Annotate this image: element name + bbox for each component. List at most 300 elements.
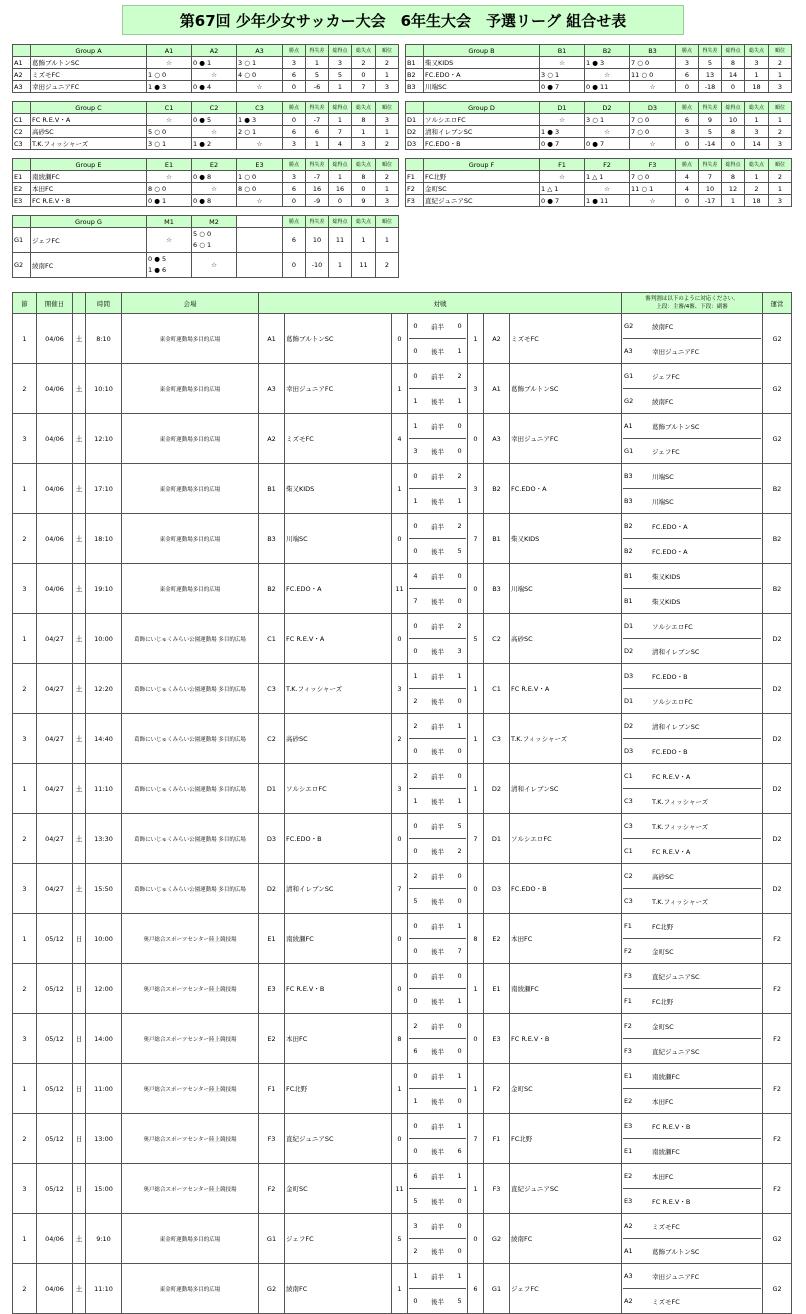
home-score: 7	[392, 864, 408, 914]
first-half-label: 前半	[422, 814, 453, 839]
second-half-label: 後半	[430, 1197, 444, 1206]
home-team: 金町SC	[285, 1164, 392, 1214]
team-id: C3	[13, 138, 31, 150]
first-half-label: 前半	[422, 1264, 453, 1289]
col-header: M1	[147, 216, 192, 228]
result-cell: 7 ○ 0	[630, 57, 676, 69]
home-first-half: 0	[409, 1064, 422, 1089]
result-cell: 7 ○ 0	[630, 114, 676, 126]
home-team: 南綾瀬FC	[285, 914, 392, 964]
home-score: 0	[392, 314, 408, 364]
schedule-table	[12, 292, 792, 1314]
group-name: Group E	[31, 159, 147, 171]
away-score: 7	[468, 814, 484, 864]
home-team: 本田FC	[285, 1014, 392, 1064]
referee-table	[623, 614, 761, 663]
ops-cell: B2	[763, 464, 792, 514]
stat-cell: 13	[699, 69, 722, 81]
sec-cell: 1	[13, 464, 37, 514]
stat-cell: -7	[306, 114, 329, 126]
home-team: ジェフFC	[285, 1214, 392, 1264]
home-second-half: 1	[413, 497, 418, 505]
second-half-label: 後半	[430, 697, 444, 706]
day-cell: 土	[73, 864, 86, 914]
away-id: B2	[484, 464, 510, 514]
away-second-half: 1	[457, 797, 462, 805]
second-half-label: 後半	[430, 1097, 444, 1106]
team-name: ジェフFC	[31, 228, 147, 253]
group-row	[406, 195, 792, 207]
date-cell: 05/12	[37, 964, 73, 1014]
half-score-table	[409, 714, 466, 763]
time-cell: 10:10	[86, 364, 122, 414]
half-scores	[408, 664, 468, 714]
referee-main-id: E3	[623, 1114, 651, 1139]
stat-cell: 7	[699, 171, 722, 183]
away-score: 8	[468, 914, 484, 964]
stat-cell: 3	[745, 57, 769, 69]
stat-cell: -7	[306, 171, 329, 183]
referee-sub-id: C1	[624, 847, 633, 855]
referee-table	[623, 914, 761, 963]
sec-cell: 1	[13, 614, 37, 664]
result-cell: 7 ○ 0	[630, 171, 676, 183]
home-team: 直紀ジュニアSC	[285, 1114, 392, 1164]
result-cell: 1 ● 2	[192, 138, 237, 150]
stat-header: 勝点	[283, 45, 306, 57]
referee-cell	[622, 464, 763, 514]
stat-header: 勝点	[283, 216, 306, 228]
stat-cell: 11	[329, 228, 352, 253]
stat-header: 順位	[769, 102, 792, 114]
sec-cell: 1	[13, 764, 37, 814]
away-id: B3	[484, 564, 510, 614]
stat-header: 勝点	[676, 102, 699, 114]
stat-cell: 1	[352, 228, 376, 253]
stat-cell: 10	[306, 228, 329, 253]
home-team: 葛飾ブルトンSC	[285, 314, 392, 364]
stat-header: 得失差	[306, 45, 329, 57]
away-score: 1	[468, 664, 484, 714]
venue-cell: 葛飾にいじゅくみらい公園運動場 多目的広場	[122, 764, 259, 814]
result-cell: 11 ○ 1	[630, 183, 676, 195]
home-first-half: 0	[409, 464, 422, 489]
date-cell: 04/06	[37, 364, 73, 414]
home-team: FC北野	[285, 1064, 392, 1114]
stat-cell: 18	[745, 81, 769, 93]
group-row	[406, 69, 792, 81]
stat-cell: 8	[722, 171, 745, 183]
first-half-label: 前半	[422, 514, 453, 539]
referee-table	[623, 414, 761, 463]
home-id: B2	[259, 564, 285, 614]
half-scores	[408, 764, 468, 814]
half-scores	[408, 964, 468, 1014]
home-first-half: 0	[409, 314, 422, 339]
second-half-label: 後半	[430, 497, 444, 506]
day-cell: 日	[73, 1014, 86, 1064]
home-first-half: 0	[409, 814, 422, 839]
referee-main-team: T.K.フィッシャーズ	[651, 814, 761, 839]
stat-cell: 7	[352, 81, 376, 93]
stat-cell: 14	[722, 69, 745, 81]
col-header: F2	[585, 159, 630, 171]
away-score: 1	[468, 764, 484, 814]
ops-cell: D2	[763, 614, 792, 664]
referee-main-team: 綾南FC	[651, 314, 761, 339]
second-half-label: 後半	[430, 597, 444, 606]
stat-cell: 6	[306, 126, 329, 138]
day-cell: 土	[73, 714, 86, 764]
referee-main-team: 直紀ジュニアSC	[651, 964, 761, 989]
venue-cell: 東金町運動場多目的広場	[122, 414, 259, 464]
home-score: 8	[392, 1014, 408, 1064]
referee-main-team: 高砂SC	[651, 864, 761, 889]
half-score-table	[409, 914, 466, 963]
group-row	[13, 114, 399, 126]
stat-header: 総失点	[745, 102, 769, 114]
away-first-half: 2	[453, 364, 466, 389]
venue-cell: 葛飾にいじゅくみらい公園運動場 多目的広場	[122, 814, 259, 864]
empty-cell	[237, 216, 283, 228]
stat-header: 総失点	[352, 45, 376, 57]
referee-table	[623, 514, 761, 563]
first-half-label: 前半	[422, 614, 453, 639]
corner-cell	[406, 102, 424, 114]
ops-cell: F2	[763, 1064, 792, 1114]
day-cell: 土	[73, 564, 86, 614]
team-id: A3	[13, 81, 31, 93]
self-cell: ☆	[540, 171, 585, 183]
stat-cell: 2	[769, 126, 792, 138]
away-team: 綾南FC	[510, 1214, 622, 1264]
referee-sub-id: B1	[624, 597, 633, 605]
venue-cell: 東金町運動場多目的広場	[122, 564, 259, 614]
away-first-half: 0	[453, 414, 466, 439]
stat-cell: 1	[745, 171, 769, 183]
first-half-label: 前半	[422, 414, 453, 439]
sec-cell: 2	[13, 664, 37, 714]
referee-table	[623, 1264, 761, 1313]
stat-cell: 5	[699, 57, 722, 69]
sec-cell: 1	[13, 1064, 37, 1114]
self-cell: ☆	[192, 69, 237, 81]
referee-table	[623, 464, 761, 513]
away-id: E3	[484, 1014, 510, 1064]
group-row	[406, 81, 792, 93]
group-table	[405, 158, 792, 207]
result-cell: 0 ● 7	[540, 195, 585, 207]
stat-cell: 3	[376, 81, 399, 93]
ops-cell: F2	[763, 964, 792, 1014]
date-cell: 04/06	[37, 314, 73, 364]
stat-cell: 0	[283, 81, 306, 93]
sec-cell: 2	[13, 814, 37, 864]
half-score-table	[409, 964, 466, 1013]
day-cell: 土	[73, 1264, 86, 1314]
result-cell: 3 ○ 1	[540, 69, 585, 81]
away-team: 高砂SC	[510, 614, 622, 664]
team-name: 本田FC	[31, 183, 147, 195]
header-venue: 会場	[122, 293, 259, 314]
away-score: 1	[468, 314, 484, 364]
home-id: B3	[259, 514, 285, 564]
referee-main-id: C1	[623, 764, 651, 789]
away-first-half: 0	[453, 314, 466, 339]
home-score: 1	[392, 364, 408, 414]
result-line: 0 ● 5	[148, 255, 167, 263]
venue-cell: 東金町運動場多目的広場	[122, 314, 259, 364]
stat-header: 総失点	[352, 216, 376, 228]
sec-cell: 3	[13, 1164, 37, 1214]
stat-cell: 9	[352, 195, 376, 207]
home-id: F2	[259, 1164, 285, 1214]
venue-cell: 東金町運動場多目的広場	[122, 364, 259, 414]
home-second-half: 0	[413, 347, 418, 355]
referee-main-team: 川端SC	[651, 464, 761, 489]
venue-cell: 奥戸総合スポーツセンター陸上競技場	[122, 1014, 259, 1064]
stat-cell: 0	[352, 183, 376, 195]
second-half-label: 後半	[430, 847, 444, 856]
away-team: ソルシエロFC	[510, 814, 622, 864]
venue-cell: 葛飾にいじゅくみらい公園運動場 多目的広場	[122, 864, 259, 914]
referee-sub-id: A1	[624, 1247, 633, 1255]
team-id: G2	[13, 253, 31, 278]
stat-cell: 1	[306, 138, 329, 150]
stat-cell: 16	[329, 183, 352, 195]
stat-cell: 5	[699, 126, 722, 138]
away-id: D3	[484, 864, 510, 914]
sec-cell: 3	[13, 714, 37, 764]
stat-cell: 2	[376, 253, 399, 278]
self-cell: ☆	[192, 126, 237, 138]
group-row	[406, 171, 792, 183]
group-row	[406, 183, 792, 195]
result-cell: 1 ● 3	[540, 126, 585, 138]
match-row	[13, 1214, 792, 1264]
group-row	[13, 228, 399, 253]
referee-sub-team: FC.EDO・A	[652, 547, 688, 556]
away-id: A1	[484, 364, 510, 414]
referee-sub-id: F1	[624, 997, 632, 1005]
away-id: E1	[484, 964, 510, 1014]
result-cell: 0 ● 1	[192, 57, 237, 69]
referee-main-team: FC.EDO・A	[651, 514, 761, 539]
venue-cell: 奥戸総合スポーツセンター陸上競技場	[122, 1064, 259, 1114]
referee-sub-team: 直紀ジュニアSC	[652, 1047, 700, 1056]
sec-cell: 2	[13, 1264, 37, 1314]
match-row	[13, 964, 792, 1014]
match-row	[13, 364, 792, 414]
home-first-half: 3	[409, 1214, 422, 1239]
stat-cell: 0	[722, 138, 745, 150]
stat-cell: 1	[376, 228, 399, 253]
half-score-table	[409, 1114, 466, 1163]
ops-cell: F2	[763, 1114, 792, 1164]
referee-main-id: C3	[623, 814, 651, 839]
away-team: 本田FC	[510, 914, 622, 964]
sec-cell: 3	[13, 414, 37, 464]
away-score: 1	[468, 964, 484, 1014]
away-team: ジェフFC	[510, 1264, 622, 1314]
match-row	[13, 914, 792, 964]
home-second-half: 0	[413, 997, 418, 1005]
result-line: 6 ○ 1	[193, 241, 212, 249]
referee-main-id: A3	[623, 1264, 651, 1289]
away-score: 0	[468, 1014, 484, 1064]
away-id: F3	[484, 1164, 510, 1214]
result-cell: 3 ○ 1	[237, 57, 283, 69]
home-team: ソルシエロFC	[285, 764, 392, 814]
date-cell: 05/12	[37, 1114, 73, 1164]
referee-note-line2: 上段：主審/4審、下段：副審	[656, 304, 728, 310]
time-cell: 12:10	[86, 414, 122, 464]
team-name: 高砂SC	[31, 126, 147, 138]
referee-main-id: D2	[623, 714, 651, 739]
referee-main-id: B3	[623, 464, 651, 489]
venue-cell: 東金町運動場多目的広場	[122, 514, 259, 564]
self-cell: ☆	[540, 57, 585, 69]
result-cell: 1 ○ 0	[147, 69, 192, 81]
corner-cell	[406, 45, 424, 57]
header-ops: 運営	[763, 293, 792, 314]
referee-main-id: D1	[623, 614, 651, 639]
home-team: 清和イレブンSC	[285, 864, 392, 914]
team-id: B2	[406, 69, 424, 81]
result-cell: 1 △ 1	[540, 183, 585, 195]
header-spacer	[73, 293, 86, 314]
day-cell: 土	[73, 814, 86, 864]
group-header-row	[13, 159, 399, 171]
first-half-label: 前半	[422, 714, 453, 739]
referee-sub-id: E1	[624, 1147, 633, 1155]
time-cell: 9:10	[86, 1214, 122, 1264]
stat-cell: 2	[769, 57, 792, 69]
group-row	[13, 69, 399, 81]
stat-cell: 5	[329, 69, 352, 81]
stat-header: 順位	[376, 159, 399, 171]
home-score: 3	[392, 764, 408, 814]
referee-sub-team: 柴又KIDS	[652, 597, 681, 606]
referee-cell	[622, 714, 763, 764]
col-header: E1	[147, 159, 192, 171]
group-row	[406, 57, 792, 69]
day-cell: 土	[73, 464, 86, 514]
time-cell: 14:00	[86, 1014, 122, 1064]
away-score: 1	[468, 714, 484, 764]
time-cell: 13:00	[86, 1114, 122, 1164]
group-name: Group C	[31, 102, 147, 114]
half-scores	[408, 514, 468, 564]
date-cell: 04/27	[37, 614, 73, 664]
sec-cell: 2	[13, 964, 37, 1014]
stat-cell: 0	[283, 253, 306, 278]
venue-cell: 葛飾にいじゅくみらい公園運動場 多目的広場	[122, 614, 259, 664]
team-name: FC北野	[424, 171, 540, 183]
home-team: 幸田ジュニアFC	[285, 364, 392, 414]
stat-cell: 6	[283, 228, 306, 253]
half-score-table	[409, 414, 466, 463]
match-row	[13, 514, 792, 564]
date-cell: 05/12	[37, 1014, 73, 1064]
team-id: E3	[13, 195, 31, 207]
stat-cell: 1	[769, 114, 792, 126]
group-row	[13, 253, 399, 278]
stat-header: 順位	[376, 216, 399, 228]
stat-cell: 6	[283, 126, 306, 138]
stat-cell: 2	[352, 57, 376, 69]
result-cell: 0 ● 11	[585, 81, 630, 93]
group-table	[12, 101, 399, 150]
stat-cell: 3	[745, 126, 769, 138]
home-score: 1	[392, 1064, 408, 1114]
home-first-half: 2	[409, 764, 422, 789]
day-cell: 土	[73, 314, 86, 364]
away-second-half: 1	[457, 397, 462, 405]
half-score-table	[409, 1214, 466, 1263]
away-score: 7	[468, 514, 484, 564]
half-score-table	[409, 1014, 466, 1063]
day-cell: 土	[73, 514, 86, 564]
group-header-row	[13, 45, 399, 57]
col-header: E2	[192, 159, 237, 171]
team-name: FC R.E.V・B	[31, 195, 147, 207]
time-cell: 15:50	[86, 864, 122, 914]
referee-main-id: A1	[623, 414, 651, 439]
away-id: B1	[484, 514, 510, 564]
away-second-half: 0	[457, 597, 462, 605]
away-id: G1	[484, 1264, 510, 1314]
stat-header: 総得点	[329, 216, 352, 228]
second-half-label: 後半	[430, 897, 444, 906]
home-id: A1	[259, 314, 285, 364]
half-score-table	[409, 764, 466, 813]
stat-cell: 0	[283, 114, 306, 126]
referee-main-id: A2	[623, 1214, 651, 1239]
away-second-half: 0	[457, 1247, 462, 1255]
stat-cell: 3	[769, 195, 792, 207]
home-score: 0	[392, 914, 408, 964]
header-match: 対戦	[259, 293, 622, 314]
self-cell: ☆	[585, 126, 630, 138]
half-scores	[408, 364, 468, 414]
col-header: A1	[147, 45, 192, 57]
away-team: FC.EDO・B	[510, 864, 622, 914]
stat-cell: 3	[676, 57, 699, 69]
result-cell: 1 △ 1	[585, 171, 630, 183]
stat-header: 得失差	[306, 159, 329, 171]
referee-sub-id: E2	[624, 1097, 633, 1105]
second-half-label: 後半	[430, 647, 444, 656]
header-sec: 節	[13, 293, 37, 314]
home-first-half: 0	[409, 964, 422, 989]
referee-sub-id: C3	[624, 897, 633, 905]
ops-cell: G2	[763, 364, 792, 414]
team-name: 南綾瀬FC	[31, 171, 147, 183]
stat-cell: 0	[676, 81, 699, 93]
date-cell: 05/12	[37, 914, 73, 964]
stat-cell: 2	[745, 183, 769, 195]
half-scores	[408, 464, 468, 514]
first-half-label: 前半	[422, 664, 453, 689]
referee-sub-id: F2	[624, 947, 632, 955]
group-table	[12, 44, 399, 93]
away-second-half: 0	[457, 447, 462, 455]
away-score: 1	[468, 1164, 484, 1214]
home-score: 1	[392, 1264, 408, 1314]
date-cell: 04/27	[37, 714, 73, 764]
group-row	[13, 183, 399, 195]
